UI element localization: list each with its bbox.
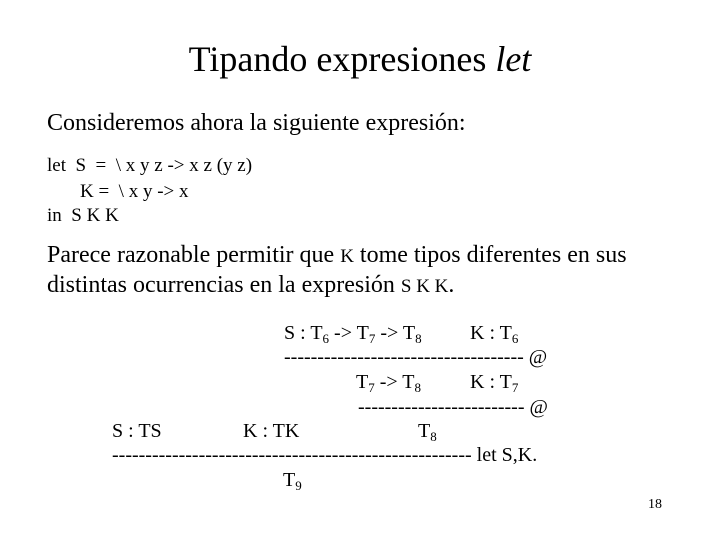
judgement-text: T xyxy=(418,420,431,442)
slide-title xyxy=(0,38,720,80)
subscript: 9 xyxy=(295,478,302,493)
inference-rule-1: ------------------------------------ @ xyxy=(284,346,548,368)
judgement-text: -> T xyxy=(374,371,415,393)
judgement-text: T xyxy=(356,371,369,393)
judgement-text: K : T xyxy=(470,371,512,393)
title-emph: let xyxy=(495,39,532,79)
page-number: 18 xyxy=(648,497,662,512)
paragraph-line-2 xyxy=(47,270,454,302)
subscript: 8 xyxy=(414,380,422,395)
inference-rule-let: ------------------------------------------------------ let S,K. xyxy=(112,444,538,466)
title-main: Tipando expresiones xyxy=(188,39,496,79)
paragraph-text: distintas ocurrencias en la expresión xyxy=(47,272,401,298)
judgement-t7-t8 xyxy=(356,371,421,394)
subscript: 6 xyxy=(511,331,519,346)
judgement-t9 xyxy=(283,469,302,492)
code-line-3: in S K K xyxy=(47,205,119,226)
judgement-text: T xyxy=(283,469,296,491)
judgement-text: -> T xyxy=(329,322,369,344)
intro-text: Consideremos ahora la siguiente expresión: xyxy=(47,110,466,136)
judgement-k-tk: K : TK xyxy=(243,420,300,442)
judgement-k-t7 xyxy=(470,371,518,394)
judgement-text: K : T xyxy=(470,322,512,344)
judgement-text: S : T xyxy=(284,322,323,344)
paragraph-text: tome tipos diferentes en sus xyxy=(353,242,627,268)
judgement-s-ts: S : TS xyxy=(112,420,162,442)
judgement-k-type xyxy=(470,322,518,345)
subscript: 8 xyxy=(415,331,422,346)
code-line-1: let S = \ x y z -> x z (y z) xyxy=(47,155,253,176)
subscript: 7 xyxy=(368,380,375,395)
code-line-2: K = \ x y -> x xyxy=(80,181,189,202)
paragraph-k: K xyxy=(340,246,354,267)
paragraph-text: Parece razonable permitir que xyxy=(47,242,341,268)
paragraph-skk: S K K xyxy=(400,276,449,297)
paragraph-text: . xyxy=(448,272,455,298)
judgement-text: -> T xyxy=(375,322,416,344)
judgement-s-type xyxy=(284,322,422,345)
subscript: 6 xyxy=(322,331,330,346)
subscript: 7 xyxy=(368,331,376,346)
paragraph-line-1 xyxy=(47,240,627,272)
subscript: 8 xyxy=(430,429,437,444)
judgement-t8 xyxy=(418,420,437,443)
subscript: 7 xyxy=(511,380,519,395)
inference-rule-2: ------------------------- @ xyxy=(358,396,548,418)
